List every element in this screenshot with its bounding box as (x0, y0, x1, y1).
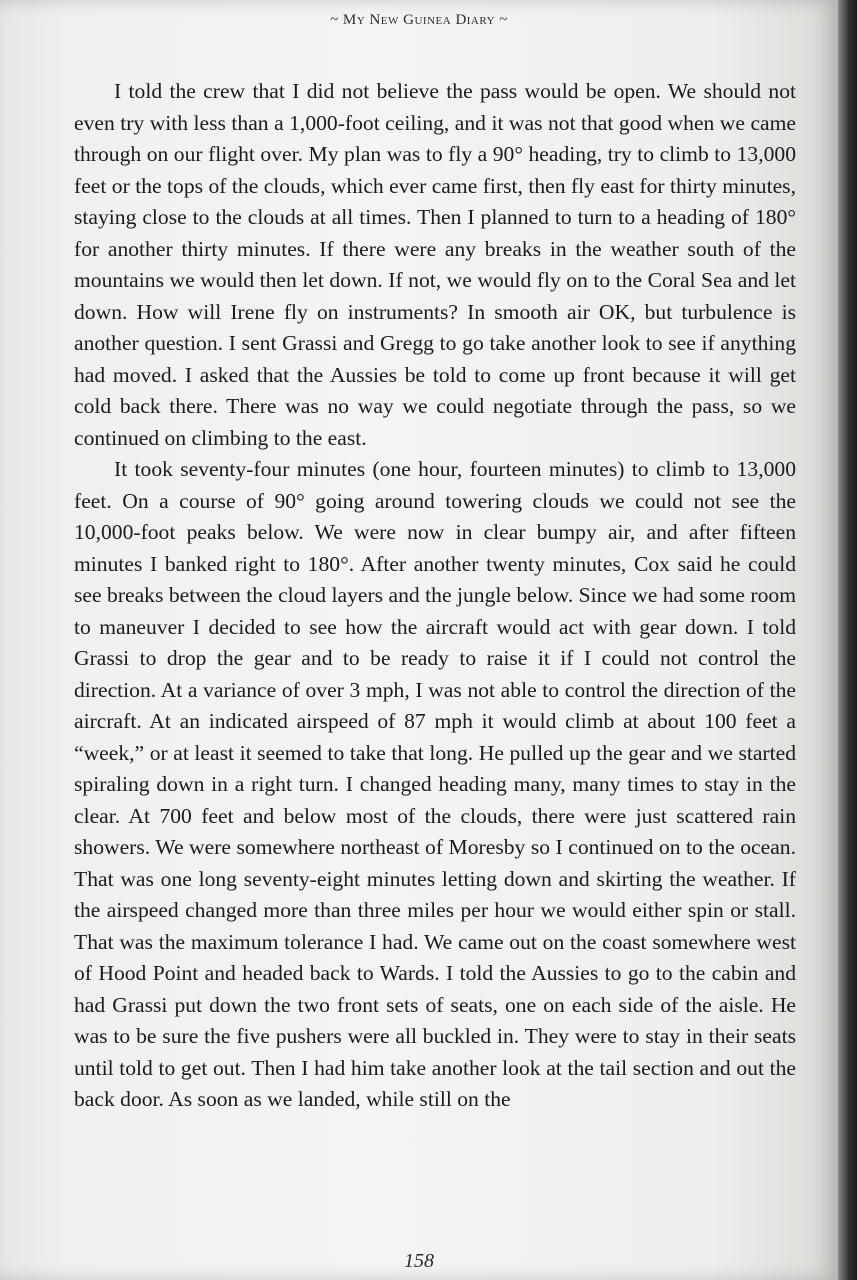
running-head: ~ My New Guinea Diary ~ (330, 12, 508, 28)
paragraph: I told the crew that I did not believe the pass would be open. We should not even try with less than a 1,000-foot ceiling, and it was not that good when we came through on our flight over. My plan was to fly a 90° heading, try to climb to 13,000 feet or the tops of the clouds, which ever came first, then fly east for thirty minutes, staying close to the clouds at all times. Then I planned to turn to a heading of 180° for another thirty minutes. If there were any breaks in the weather south of the mountains we would then let down. If not, we would fly on to the Coral Sea and let down. How will Irene fly on instruments? In smooth air OK, but turbulence is another question. I sent Grassi and Gregg to go take another look to see if anything had moved. I asked that the Aussies be told to come up front because it will get cold back there. There was no way we could negotiate through the pass, so we continued on climbing to the east. (74, 79, 796, 450)
book-spine-shadow (838, 0, 857, 1280)
paragraph: It took seventy-four minutes (one hour, fourteen minutes) to climb to 13,000 feet. On a course of 90° going around towering clouds we could not see the 10,000-foot peaks below. We were now in clear bumpy air, and after fifteen minutes I banked right to 180°. After another twenty minutes, Cox said he could see breaks between the cloud layers and the jungle below. Since we had some room to maneuver I decided to see how the aircraft would act with gear down. I told Grassi to drop the gear and to be ready to raise it if I could not control the direction. At a variance of over 3 mph, I was not able to control the direction of the aircraft. At an indicated airspeed of 87 mph it would climb at about 100 feet a “week,” or at least it seemed to take that long. He pulled up the gear and we started spiraling down in a right turn. I changed heading many, many times to stay in the clear. At 700 feet and below most of the clouds, there were just scattered rain showers. We were somewhere northeast of Moresby so I continued on to the ocean. That was one long seventy-eight minutes letting down and skirting the weather. If the airspeed changed more than three miles per hour we would either spin or stall. That was the maximum tolerance I had. We came out on the coast somewhere west of Hood Point and headed back to Wards. I told the Aussies to go to the cabin and had Grassi put down the two front sets of seats, one on each side of the aisle. He was to be sure the five pushers were all buckled in. They were to stay in their seats until told to get out. Then I had him take another look at the tail section and out the back door. As soon as we landed, while still on the (74, 457, 796, 1111)
page-number: 158 (404, 1250, 434, 1272)
body-text (74, 76, 796, 1116)
